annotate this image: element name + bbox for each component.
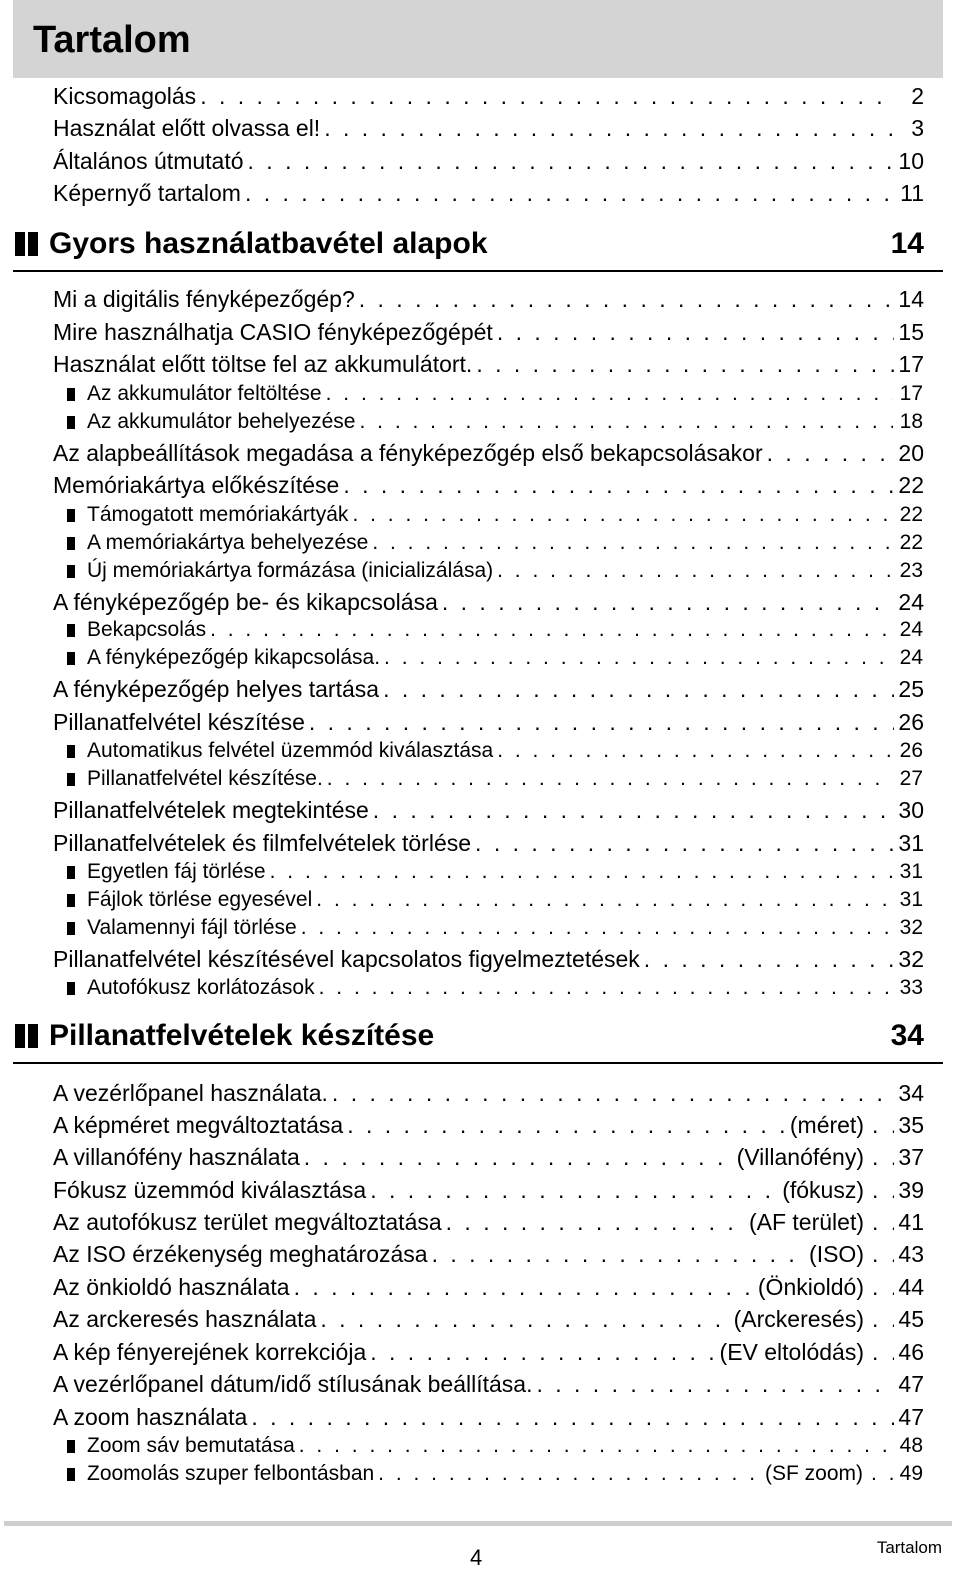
dot-leader (872, 1238, 894, 1270)
dot-leader (383, 673, 894, 705)
toc-subentry[interactable] (67, 644, 923, 672)
toc-entry-label: A memóriakártya behelyezése (87, 531, 369, 554)
toc-entry-label: A vezérlőpanel dátum/idő stílusának beállítása. (53, 1371, 533, 1397)
toc-entry-label: Mire használhatja CASIO fényképezőgépét (53, 319, 493, 345)
toc-entry-page: 26 (898, 709, 924, 735)
toc-entry-page: 17 (898, 351, 924, 377)
toc-entry[interactable] (53, 1238, 924, 1270)
toc-entry-label: Az autofókusz terület megváltoztatása (53, 1209, 442, 1235)
toc-entry-label: Támogatott memóriakártyák (87, 503, 349, 526)
dot-leader (432, 1238, 805, 1270)
toc-entry-label: Pillanatfelvétel készítése. (87, 767, 323, 790)
toc-entry-label: Az önkioldó használata (53, 1274, 290, 1300)
toc-entry-symbol: (méret) (789, 1112, 864, 1138)
toc-subentry[interactable] (67, 380, 923, 408)
square-bullet-icon (67, 652, 75, 665)
dot-leader (352, 501, 893, 529)
toc-entry-label: Kicsomagolás (53, 83, 197, 109)
toc-entry-label: A képméret megváltoztatása (53, 1112, 344, 1138)
dot-leader (373, 794, 894, 826)
toc-entry-label: Új memóriakártya formázása (inicializálása) (87, 559, 494, 582)
toc-entry-page: 26 (899, 739, 923, 762)
page-title: Tartalom (33, 19, 191, 61)
toc-entry[interactable] (53, 1368, 924, 1400)
square-bullet-icon (67, 745, 75, 758)
toc-entry[interactable] (53, 145, 924, 177)
toc-entry-page: 37 (898, 1144, 924, 1170)
toc-entry-label: Bekapcsolás (87, 618, 207, 641)
toc-entry-page: 30 (898, 797, 924, 823)
dot-leader (270, 858, 893, 886)
toc-subentry[interactable] (67, 765, 923, 793)
toc-entry[interactable] (53, 177, 924, 209)
toc-subentry[interactable] (67, 1432, 923, 1460)
section-title: Pillanatfelvételek készítése (49, 1019, 435, 1052)
toc-entry-label: Az akkumulátor behelyezése (87, 410, 356, 433)
toc-entry[interactable] (53, 943, 924, 975)
dot-leader (497, 737, 893, 765)
toc-entry-label: Egyetlen fáj törlése (87, 860, 266, 883)
toc-entry-label: Valamennyi fájl törlése (87, 916, 297, 939)
toc-entry-page: 23 (899, 559, 923, 582)
toc-entry-symbol: (AF terület) (748, 1209, 864, 1235)
toc-entry[interactable] (53, 827, 924, 859)
square-bullet-icon (67, 773, 75, 786)
square-bullet-icon (67, 416, 75, 429)
toc-entry-page: 24 (899, 646, 923, 669)
square-bullet-icon (67, 866, 75, 879)
square-bullet-icon (67, 388, 75, 401)
toc-entry-label: Használat előtt töltse fel az akkumulátort. (53, 351, 473, 377)
toc-entry-page: 44 (898, 1274, 924, 1300)
dot-leader (378, 1460, 761, 1488)
toc-entry-label: A fényképezőgép be- és kikapcsolása (53, 589, 438, 615)
toc-entry[interactable] (53, 1077, 924, 1109)
toc-entry-page: 49 (899, 1462, 923, 1485)
toc-entry-label: A vezérlőpanel használata. (53, 1080, 328, 1106)
dot-leader (251, 1401, 894, 1433)
toc-entry[interactable] (53, 1109, 924, 1141)
dot-leader (872, 1271, 894, 1303)
footer-divider (4, 1521, 952, 1526)
toc-entry-page: 22 (899, 531, 923, 554)
dot-leader (301, 914, 893, 942)
toc-entry[interactable] (53, 469, 924, 501)
toc-entry-page: 31 (899, 860, 923, 883)
toc-entry[interactable] (53, 1303, 924, 1335)
toc-entry[interactable] (53, 316, 924, 348)
toc-entry-page: 10 (898, 148, 924, 174)
toc-entry-label: Pillanatfelvétel készítésével kapcsolatos figyelmeztetések (53, 946, 640, 972)
toc-entry-page: 41 (898, 1209, 924, 1235)
toc-entry[interactable] (53, 706, 924, 738)
dot-leader (476, 348, 894, 380)
toc-subentry[interactable] (67, 858, 923, 886)
dot-leader (320, 1303, 729, 1335)
toc-subentry[interactable] (67, 616, 923, 644)
toc-entry-label: A kép fényerejének korrekciója (53, 1339, 367, 1365)
dot-leader (370, 1336, 715, 1368)
toc-entry-page: 32 (899, 916, 923, 939)
toc-subentry[interactable] (67, 501, 923, 529)
dot-leader (497, 316, 894, 348)
dot-leader (475, 827, 894, 859)
toc-entry[interactable] (53, 437, 924, 469)
dot-leader (872, 1174, 894, 1206)
section-page: 14 (890, 227, 924, 260)
square-bullet-icon (67, 565, 75, 578)
toc-entry-page: 34 (898, 1080, 924, 1106)
toc-entry-page: 47 (898, 1371, 924, 1397)
toc-entry-symbol: (ISO) (809, 1241, 864, 1267)
toc-entry-page: 14 (898, 286, 924, 312)
dot-leader (347, 1109, 786, 1141)
toc-entry-label: Pillanatfelvételek és filmfelvételek törlése (53, 830, 472, 856)
toc-entry-page: 48 (899, 1434, 923, 1457)
dot-leader (767, 437, 894, 469)
toc-entry[interactable] (53, 112, 924, 144)
toc-entry-page: 27 (899, 767, 923, 790)
toc-entry-page: 47 (898, 1404, 924, 1430)
dot-leader (245, 177, 894, 209)
toc-entry-symbol: (EV eltolódás) (719, 1339, 864, 1365)
toc-entry-page: 11 (900, 180, 924, 206)
toc-subentry[interactable] (67, 914, 923, 942)
toc-entry-symbol: (Arckeresés) (733, 1306, 864, 1332)
toc-entry-page: 2 (911, 83, 924, 109)
toc-subentry[interactable] (67, 529, 923, 557)
toc-entry-label: Automatikus felvétel üzemmód kiválasztása (87, 739, 494, 762)
dot-leader (384, 644, 893, 672)
toc-entry-label: Fájlok törlése egyesével (87, 888, 313, 911)
dot-leader (359, 408, 893, 436)
dot-leader (304, 1141, 733, 1173)
toc-entry[interactable] (53, 1271, 924, 1303)
dot-leader (294, 1271, 754, 1303)
toc-subentry[interactable] (67, 886, 923, 914)
toc-entry-label: Az alapbeállítások megadása a fényképezőgép első bekapcsolásakor (53, 440, 763, 466)
toc-entry-label: Képernyő tartalom (53, 180, 241, 206)
toc-entry-label: Az arckeresés használata (53, 1306, 317, 1332)
toc-entry-label: A villanófény használata (53, 1144, 300, 1170)
toc-entry-page: 32 (898, 946, 924, 972)
dot-leader (324, 112, 894, 144)
square-bullet-icon (67, 509, 75, 522)
dot-leader (359, 283, 894, 315)
toc-subentry[interactable] (67, 557, 923, 585)
dot-leader (872, 1336, 894, 1368)
dot-leader (309, 706, 894, 738)
dot-leader (248, 145, 894, 177)
dot-leader (332, 1077, 894, 1109)
toc-entry-label: Autofókusz korlátozások (87, 976, 315, 999)
toc-entry[interactable] (53, 1336, 924, 1368)
toc-entry-page: 46 (898, 1339, 924, 1365)
toc-entry[interactable] (53, 1141, 924, 1173)
square-bullet-icon (67, 1440, 75, 1453)
toc-section-heading[interactable] (13, 1012, 943, 1064)
dot-leader (200, 80, 894, 112)
toc-entry-page: 18 (899, 410, 923, 433)
toc-entry[interactable] (53, 1174, 924, 1206)
dot-leader (326, 380, 893, 408)
toc-entry-page: 24 (899, 618, 923, 641)
toc-entry[interactable] (53, 80, 924, 112)
dot-leader (299, 1432, 893, 1460)
toc-entry-page: 22 (899, 503, 923, 526)
toc-entry[interactable] (53, 348, 924, 380)
toc-entry-page: 43 (898, 1241, 924, 1267)
toc-entry-page: 17 (899, 382, 923, 405)
toc-entry-label: Memóriakártya előkészítése (53, 472, 340, 498)
dot-leader (327, 765, 893, 793)
toc-entry-page: 31 (898, 830, 924, 856)
toc-entry-label: Használat előtt olvassa el! (53, 115, 321, 141)
toc-entry-page: 25 (898, 676, 924, 702)
toc-entry[interactable] (53, 283, 924, 315)
footer-section-label: Tartalom (876, 1538, 942, 1557)
toc-subentry[interactable] (67, 408, 923, 436)
toc-entry-label: A fényképezőgép kikapcsolása. (87, 646, 381, 669)
toc-entry-page: 20 (898, 440, 924, 466)
toc-entry-label: A zoom használata (53, 1404, 248, 1430)
toc-entry-label: Zoom sáv bemutatása (87, 1434, 295, 1457)
section-marker-icon (15, 232, 39, 256)
toc-entry-symbol: (Önkioldó) (757, 1274, 864, 1300)
dot-leader (872, 1206, 894, 1238)
toc-entry-label: Általános útmutató (53, 148, 244, 174)
toc-entry-page: 3 (911, 115, 924, 141)
square-bullet-icon (67, 982, 75, 995)
toc-entry-page: 35 (898, 1112, 924, 1138)
toc-entry-symbol: (fókusz) (782, 1177, 864, 1203)
toc-entry[interactable] (53, 1401, 924, 1433)
toc-entry-page: 31 (899, 888, 923, 911)
dot-leader (210, 616, 893, 644)
toc-entry[interactable] (53, 586, 924, 618)
toc-entry-symbol: (SF zoom) (764, 1462, 863, 1485)
toc-entry-page: 45 (898, 1306, 924, 1332)
toc-entry-page: 15 (898, 319, 924, 345)
dot-leader (316, 886, 893, 914)
dot-leader (497, 557, 893, 585)
page-number: 4 (470, 1545, 483, 1570)
toc-entry-page: 22 (898, 472, 924, 498)
toc-entry-label: Zoomolás szuper felbontásban (87, 1462, 375, 1485)
dot-leader (872, 1141, 894, 1173)
toc-subentry[interactable] (67, 1460, 923, 1488)
dot-leader (536, 1368, 894, 1400)
toc-entry[interactable] (53, 794, 924, 826)
dot-leader (319, 974, 893, 1002)
square-bullet-icon (67, 537, 75, 550)
toc-entry[interactable] (53, 1206, 924, 1238)
square-bullet-icon (67, 624, 75, 637)
dot-leader (446, 1206, 745, 1238)
toc-subentry[interactable] (67, 737, 923, 765)
square-bullet-icon (67, 922, 75, 935)
toc-entry-label: A fényképezőgép helyes tartása (53, 676, 380, 702)
dot-leader (872, 1109, 894, 1141)
toc-entry-page: 33 (899, 976, 923, 999)
toc-section-heading[interactable] (13, 220, 943, 272)
section-title: Gyors használatbavétel alapok (49, 227, 488, 260)
section-marker-icon (15, 1024, 39, 1048)
toc-entry-page: 39 (898, 1177, 924, 1203)
dot-leader (370, 1174, 778, 1206)
toc-entry-label: Pillanatfelvételek megtekintése (53, 797, 369, 823)
dot-leader (343, 469, 894, 501)
dot-leader (372, 529, 893, 557)
dot-leader (872, 1303, 894, 1335)
toc-entry-label: Az ISO érzékenység meghatározása (53, 1241, 428, 1267)
dot-leader (644, 943, 894, 975)
toc-entry-label: Az akkumulátor feltöltése (87, 382, 322, 405)
dot-leader (871, 1460, 893, 1488)
toc-entry-label: Mi a digitális fényképezőgép? (53, 286, 355, 312)
toc-subentry[interactable] (67, 974, 923, 1002)
toc-entry-label: Fókusz üzemmód kiválasztása (53, 1177, 367, 1203)
square-bullet-icon (67, 1468, 75, 1481)
toc-entry-symbol: (Villanófény) (736, 1144, 864, 1170)
toc-entry-label: Pillanatfelvétel készítése (53, 709, 305, 735)
toc-entry[interactable] (53, 673, 924, 705)
dot-leader (442, 586, 894, 618)
toc-entry-page: 24 (898, 589, 924, 615)
square-bullet-icon (67, 894, 75, 907)
section-page: 34 (890, 1019, 924, 1052)
